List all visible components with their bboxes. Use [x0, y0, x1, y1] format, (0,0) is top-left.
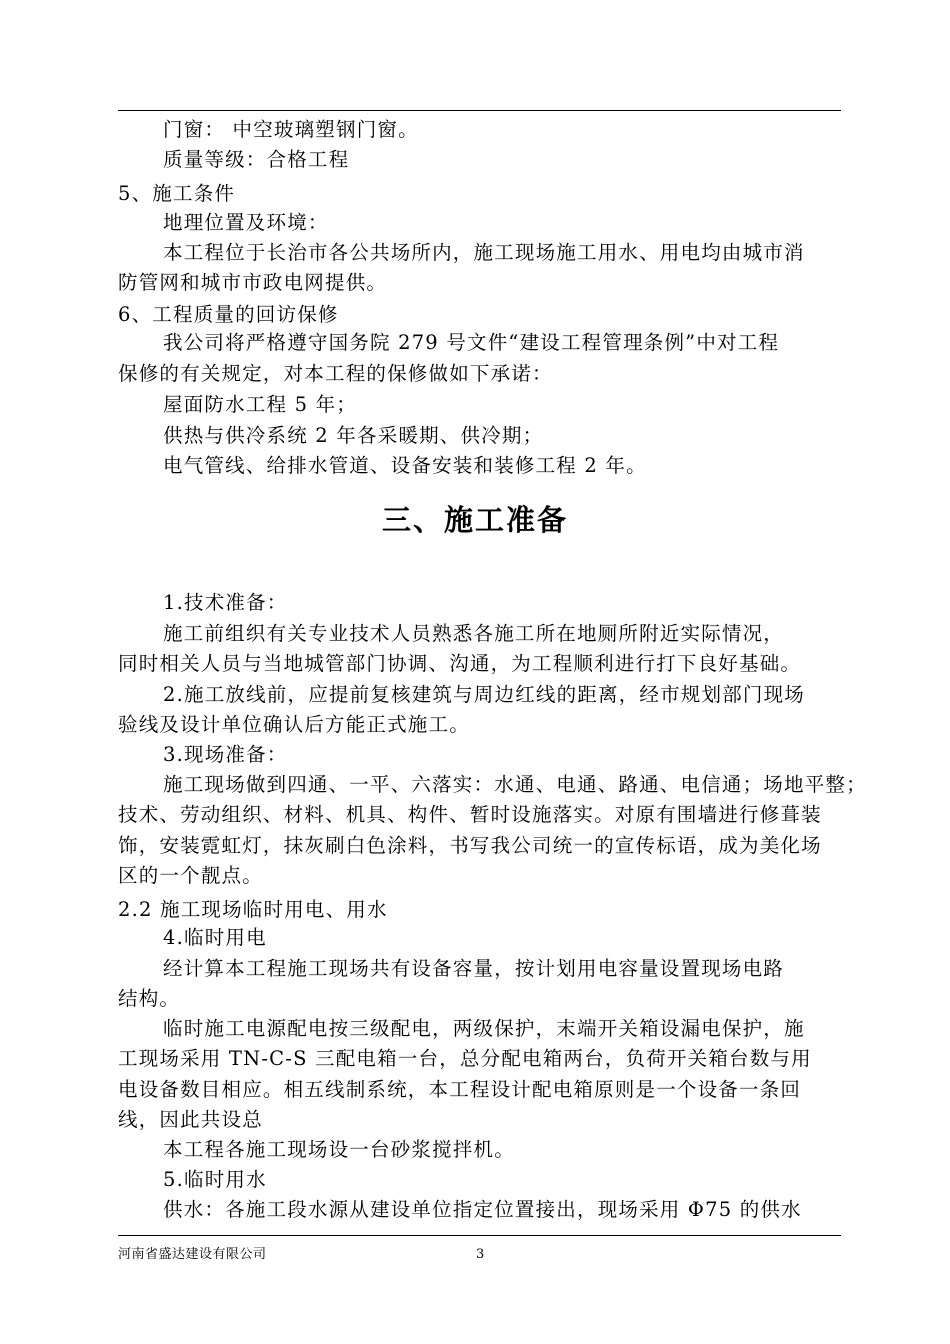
footer-company-name: 河南省盛达建设有限公司: [118, 1247, 267, 1262]
text-line: 3.现场准备：: [163, 743, 288, 766]
page-number: 3: [476, 1247, 485, 1262]
text-line: 区的一个靓点。: [118, 864, 263, 887]
text-line: 工现场采用 TN-C-S 三配电箱一台，总分配电箱两台，负荷开关箱台数与用: [118, 1047, 812, 1070]
text-line: 结构。: [118, 987, 181, 1010]
text-line: 验线及设计单位确认后方能正式施工。: [118, 713, 470, 736]
footer-rule: [118, 1235, 841, 1236]
chapter-title: 三、施工准备: [381, 503, 568, 537]
text-line: 1.技术准备：: [163, 591, 288, 614]
text-line: 质量等级：合格工程: [163, 148, 350, 171]
text-line: 本工程位于长治市各公共场所内，施工现场施工用水、用电均由城市消: [163, 241, 805, 264]
text-line: 临时施工电源配电按三级配电，两级保护，末端开关箱设漏电保护，施: [163, 1017, 805, 1040]
section-heading: 2.2 施工现场临时用电、用水: [118, 898, 388, 921]
text-line: 4.临时用电: [163, 926, 267, 949]
text-line: 电设备数目相应。相五线制系统，本工程设计配电箱原则是一个设备一条回: [118, 1078, 802, 1101]
text-line: 经计算本工程施工现场共有设备容量，按计划用电容量设置现场电路: [163, 957, 785, 980]
text-line: 防管网和城市市政电网提供。: [118, 271, 388, 294]
text-line: 我公司将严格遵守国务院 279 号文件“建设工程管理条例”中对工程: [163, 331, 780, 354]
text-line: 地理位置及环境：: [163, 211, 329, 234]
text-line: 技术、劳动组织、材料、机具、构件、暂时设施落实。对原有围墙进行修葺装: [118, 803, 822, 826]
text-line: 施工前组织有关专业技术人员熟悉各施工所在地厕所附近实际情况，: [163, 622, 785, 645]
text-line: 门窗： 中空玻璃塑钢门窗。: [163, 118, 419, 141]
text-line: 施工现场做到四通、一平、六落实：水通、电通、路通、电信通；场地平整；: [163, 773, 867, 796]
section-heading: 5、施工条件: [118, 182, 236, 205]
text-line: 供水：各施工段水源从建设单位指定位置接出，现场采用 Φ75 的供水: [163, 1198, 802, 1221]
section-heading: 6、工程质量的回访保修: [118, 303, 339, 326]
text-line: 同时相关人员与当地城管部门协调、沟通，为工程顺利进行打下良好基础。: [118, 652, 802, 675]
text-line: 饰，安装霓虹灯，抹灰刷白色涂料，书写我公司统一的宣传标语，成为美化场: [118, 834, 822, 857]
text-line: 供热与供冷系统 2 年各采暖期、供冷期；: [163, 424, 544, 447]
text-line: 5.临时用水: [163, 1168, 267, 1191]
header-rule: [118, 110, 841, 111]
text-line: 2.施工放线前，应提前复核建筑与周边红线的距离，经市规划部门现场: [163, 683, 806, 706]
text-line: 屋面防水工程 5 年；: [163, 393, 358, 416]
text-line: 本工程各施工现场设一台砂浆搅拌机。: [163, 1138, 515, 1161]
text-line: 保修的有关规定，对本工程的保修做如下承诺：: [118, 362, 553, 385]
text-line: 线，因此共设总: [118, 1108, 263, 1131]
text-line: 电气管线、给排水管道、设备安装和装修工程 2 年。: [163, 454, 647, 477]
